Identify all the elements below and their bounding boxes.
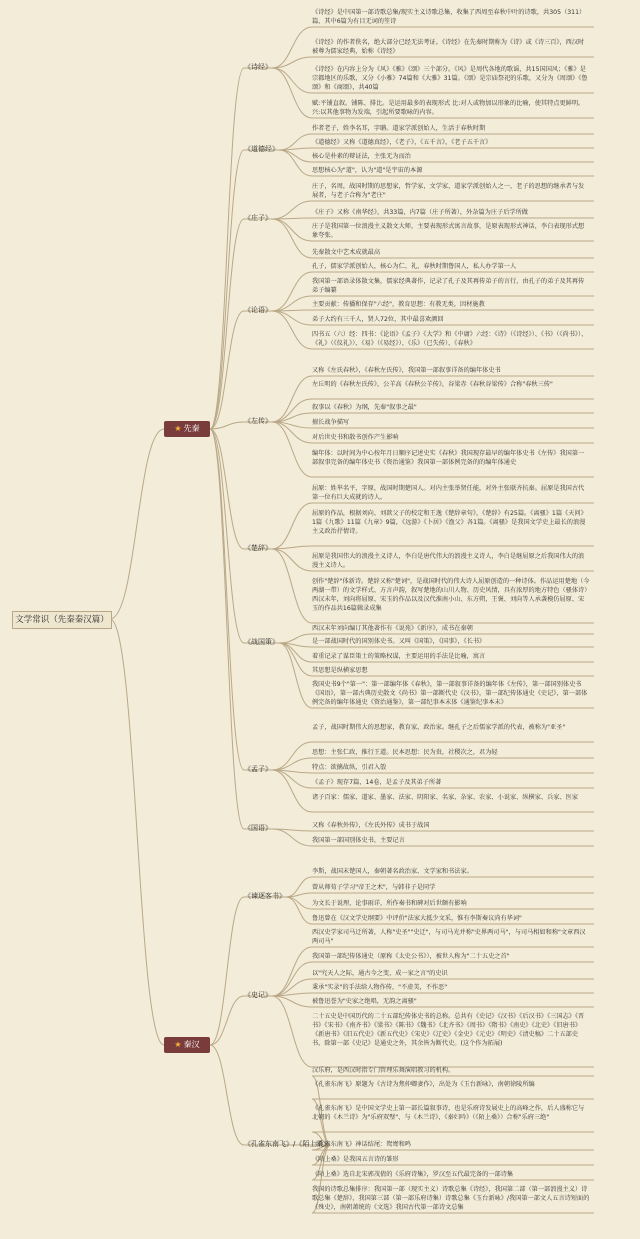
- leaf-text: 《陌上桑》选自北宋郭茂倩的《乐府诗集》，罗汉至五代最完备的一部诗集: [312, 1171, 514, 1178]
- leaf-text: 孔子，儒家学派创始人，核心为仁、礼，春秋时期鲁国人，私人办学第一人: [312, 263, 517, 270]
- leaf-note: [312, 624, 590, 633]
- leaf-note: [312, 99, 590, 117]
- book-leaf-connector: [272, 376, 312, 422]
- leaf-text: 先秦散文中艺术成就最高: [312, 249, 381, 256]
- leaf-text: 屈原是我国伟大的浪漫主义诗人，李白是唐代伟大的浪漫主义诗人，李白是继屈原之后我国伟大的浪漫主义诗人。: [312, 553, 585, 569]
- book-leaf-connector: [279, 150, 312, 176]
- leaf-text: 《道德经》又称《道德真经》，《老子》，《五千言》，《老子五千言》: [312, 139, 492, 146]
- leaf-text: 其思想是纵横家思想: [312, 667, 368, 674]
- book-leaf-connector: [272, 27, 312, 68]
- book-node[interactable]: 《论语》: [244, 306, 272, 314]
- leaf-note: [312, 1185, 590, 1212]
- leaf-text: 四书五（六）经：四书：《论语》《孟子》《大学》和《中庸》六经：《诗》（《诗经》）、《书》（《尚书》）、《礼》（《仪礼》）、《易》（《易经》）、《乐》（已失传）、《春秋》: [312, 331, 588, 347]
- leaf-text: 屈原的作品，根据刘向、刘歆父子的校定和王逸《楚辞章句》，《楚辞》有25篇。《离骚》1篇《天问》1篇《九歌》11篇《九章》9篇，《远游》《卜居》《渔父》各1篇。《离骚》是我国文学史上最长的浪漫主义政治抒情诗。: [312, 510, 587, 535]
- leaf-text: 《诗经》是中国第一部诗歌总集/现实主义诗歌总集，收集了西周至春秋中叶的诗歌，共305（311）篇，其中6篇为有目无词的笙诗: [312, 9, 586, 25]
- leaf-note: [312, 914, 590, 923]
- book-leaf-connector: [272, 758, 312, 770]
- leaf-text: 汉乐府，是西汉时指专门管理乐舞演唱教习的机构。: [312, 1067, 455, 1074]
- leaf-text: 是一部战国时代的国别体史书。又叫《国策》，《国事》，《长书》: [312, 638, 486, 645]
- leaf-text: 庄子是我国第一位浪漫主义散文大师，主要表现形式寓言故事，是原表现形式神话，李白表现形式想象夸张。: [312, 223, 585, 239]
- leaf-text: 以"究天人之际，通古今之变，成一家之言"的史识: [312, 970, 448, 977]
- leaf-text: 弟子大约有三千人，贤人72位，其中最喜欢颜回: [312, 316, 444, 323]
- leaf-text: 又称《左氏春秋》，《春秋左氏传》，我国第一部叙事详备的编年体史书: [312, 367, 501, 374]
- book-node[interactable]: 《谏逐客书》: [244, 892, 286, 900]
- leaf-note: [312, 1012, 590, 1048]
- leaf-text: 创作"楚辞"体新诗。楚辞又称"楚词"，是战国时代的伟大诗人屈原创造的一种诗体。作品运用楚地（今两湖一带）的文学样式、方言声韵，叙写楚地的山川人物、历史风情，具有浓厚的地方特色（骚体诗）西汉末年，刘向将屈原、宋玉的作品以及汉代淮南小山、东方朔、王褒、刘向等人承袭模仿屈原、宋玉的作品共16篇辑录成集: [312, 578, 590, 612]
- leaf-note: [312, 65, 590, 92]
- book-leaf-connector: [272, 399, 312, 422]
- book-leaf-connector: [272, 503, 312, 549]
- leaf-text: 被鲁迅誉为"史家之绝唱，无韵之离骚": [312, 998, 417, 1005]
- root-node[interactable]: [12, 611, 112, 629]
- leaf-note: [312, 1104, 590, 1122]
- leaf-note: [312, 1066, 590, 1075]
- era-book-connector: [210, 429, 244, 770]
- leaf-note: [312, 182, 590, 200]
- star-icon: ★: [174, 1040, 182, 1049]
- leaf-text: 主要贡献：传播和保存"六经"，教育思想：有教无类，因材施教: [312, 301, 485, 308]
- leaf-note: [312, 366, 590, 375]
- era-label: 秦汉: [183, 1040, 200, 1049]
- leaf-text: 孟子，战国时期伟大的思想家，教育家，政治家。继孔子之后儒家学派的代表，被称为"亚圣": [312, 724, 566, 731]
- leaf-note: [312, 1170, 590, 1179]
- leaf-note: [312, 836, 590, 845]
- era-book-connector: [210, 897, 244, 1045]
- book-node[interactable]: 《左传》: [244, 417, 272, 425]
- book-leaf-connector: [272, 201, 312, 219]
- leaf-text: 对后世史书和散书创作产生影响: [312, 434, 399, 441]
- leaf-note: [312, 748, 590, 757]
- leaf-text: 屈原：姓芈名平，字原，战国时期楚国人。对内主张举贤任能，对外主张联齐抗秦。屈原是我国古代第一位有巨大成就的诗人。: [312, 485, 585, 501]
- leaf-note: [312, 277, 590, 295]
- leaf-note: [312, 997, 590, 1006]
- leaf-text: 着重记录了谋臣策士的策略权谋，主要运用的手法是比喻，寓言: [312, 653, 486, 660]
- leaf-note: [312, 928, 590, 946]
- leaf-note: [312, 138, 590, 147]
- leaf-text: 我国史书9个"第一"：第一部编年体《春秋》，第一部叙事详备的编年体《左传》，第一部国别体史书《国语》，第一部古典历史散文《尚书》第一部断代史《汉书》，第一部纪传体通史《史记》，第一部体例完备的编年体通史《资治通鉴》，第一部纪事本末体《通鉴纪事本末》: [312, 681, 588, 706]
- leaf-text: 擅长战争描写: [312, 419, 350, 426]
- era-node-qinhan[interactable]: [164, 1037, 210, 1053]
- leaf-note: [312, 952, 590, 961]
- leaf-text: 曾从师荀子学习"帝王之术"，与韩非子是同学: [312, 884, 436, 891]
- leaf-note: [312, 248, 590, 257]
- leaf-note: [312, 763, 590, 772]
- book-node[interactable]: 《史记》: [244, 991, 272, 999]
- leaf-text: 诸子百家：儒家、道家、墨家、法家、阴阳家、名家、杂家、农家、小说家、纵横家、兵家、医家: [312, 794, 579, 801]
- leaf-text: 庄子，名周，战国时期的思想家，哲学家，文学家，道家学派创始人之一，老子的思想的继承者与发展者，与老子合称为"老庄": [312, 183, 585, 199]
- leaf-note: [312, 208, 590, 217]
- leaf-text: 秉承"实录"的手法给人物作传，"不虚美，不作恶": [312, 984, 448, 991]
- book-leaf-connector: [272, 219, 312, 258]
- leaf-text: 为文长于说理，论事雨详，所作奏书和碑对后世颇有影响: [312, 900, 467, 907]
- leaf-note: [312, 552, 590, 570]
- book-leaf-connector: [272, 742, 312, 770]
- leaf-text: 我国第一部国别体史书，主要记言: [312, 837, 405, 844]
- leaf-text: 《诗经》的作者佚名，绝大部分已经无法考证。《诗经》在先秦时期称为《诗》或《诗三百》，西汉时被尊为儒家经典，始称《诗经》: [312, 39, 585, 55]
- leaf-note: [312, 8, 590, 26]
- leaf-note: [312, 723, 590, 732]
- era-book-connector: [210, 996, 244, 1045]
- leaf-note: [312, 449, 590, 467]
- leaf-text: 作者老子，姓李名耳，字聃。道家学派创始人，生活于春秋时期: [312, 125, 486, 132]
- root-era-connector: [110, 429, 164, 619]
- book-node[interactable]: 《战国策》: [244, 638, 279, 646]
- leaf-text: 又称《春秋外传》，《左氏外传》成书于战国: [312, 822, 430, 829]
- book-leaf-connector: [272, 311, 312, 349]
- book-leaf-connector: [286, 897, 312, 924]
- leaf-note: [312, 315, 590, 324]
- book-node[interactable]: 《孔雀东南飞》/《陌上桑》: [244, 1140, 331, 1148]
- leaf-note: [312, 983, 590, 992]
- leaf-text: 《孟子》现存7篇，14卷，是孟子及其弟子所著: [312, 779, 442, 786]
- leaf-note: [312, 666, 590, 675]
- era-node-xianqin[interactable]: [164, 421, 210, 437]
- leaf-note: [312, 680, 590, 707]
- leaf-text: 《孔雀东南飞》原题为《古诗为焦仲卿妻作》，出处为《玉台新咏》，南朝徐陵所编: [312, 1081, 535, 1088]
- leaf-text: 《孔雀东南飞》是中国文学史上第一部长篇叙事诗，也是乐府诗发展史上的高峰之作，后人盛称它与北朝的《木兰诗》为"乐府双璧"，与《木兰诗》，《秦妇吟》（《陌上桑》）合称"乐府三绝": [312, 1105, 585, 1121]
- book-leaf-connector: [279, 150, 312, 162]
- leaf-note: [312, 778, 590, 787]
- book-leaf-connector: [272, 829, 312, 846]
- leaf-text: 西汉末年刘向编订其他著作有《说苑》《新序》，成书在秦朝: [312, 625, 473, 632]
- era-label: 先秦: [183, 424, 200, 433]
- book-leaf-connector: [272, 68, 312, 93]
- leaf-note: [312, 577, 590, 613]
- leaf-note: [312, 38, 590, 56]
- leaf-text: 我国第一部纪传体通史（原称《太史公书》），被世人称为"二十五史之首": [312, 953, 510, 960]
- book-leaf-connector: [272, 68, 312, 118]
- leaf-text: 思想核心为"道"，认为"道"是宇宙的本源: [312, 167, 423, 174]
- book-leaf-connector: [279, 643, 312, 676]
- leaf-text: 思想：主张仁政，推行王道。民本思想：民为贵，社稷次之，君为轻: [312, 749, 498, 756]
- leaf-note: [312, 1080, 590, 1089]
- leaf-note: [312, 403, 590, 412]
- leaf-text: 李斯，战国末楚国人，秦朝著名政治家、文学家和书法家。: [312, 868, 473, 875]
- leaf-note: [312, 1155, 590, 1164]
- leaf-text: 特点：欲擒故纵，引君入彀: [312, 764, 387, 771]
- book-node[interactable]: 《诗经》: [244, 63, 272, 71]
- book-leaf-connector: [272, 311, 312, 325]
- leaf-text: 我国第一部语录体散文集，儒家经典著作，记录了孔子及其再传弟子的言行，由孔子的弟子及其再传弟子编纂: [312, 278, 585, 294]
- era-book-connector: [210, 1045, 244, 1145]
- leaf-text: 核心是朴素的辩证法，主张无为而治: [312, 153, 411, 160]
- leaf-note: [312, 1140, 590, 1149]
- root-label: 文学常识（先秦秦汉篇）: [15, 615, 109, 625]
- book-leaf-connector: [272, 770, 312, 812]
- leaf-note: [312, 637, 590, 646]
- leaf-note: [312, 484, 590, 502]
- leaf-text: 西汉史学家司马迁所著，人称"史圣""史迁"，与司马光并称"史界两司马"，与司马相如和称"文章西汉两司马": [312, 929, 586, 945]
- leaf-note: [312, 793, 590, 802]
- era-book-connector: [210, 429, 244, 643]
- leaf-text: 二十五史是中国历代的二十五部纪传体史书的总称。总共有《史记》《汉书》《后汉书》《三国志》《晋书》《宋书》《南齐书》《梁书》《陈书》《魏书》《北齐书》《周书》《隋书》《南史》《北史》《旧唐书》《新唐书》《旧五代史》《新五代史》《宋史》《辽史》《金史》《元史》《明史》《清史稿》二十五部史书，除第一部《史记》是通史之外，其余皆为断代史。(这个作为拓展): [312, 1013, 585, 1047]
- leaf-note: [312, 418, 590, 427]
- leaf-text: 编年体：以时间为中心按年月日顺序记述史实《春秋》我国现存最早的编年体史书《左传》我国第一部叙事完备的编年体史书《资治通鉴》我国第一部体例完备的的编年体通史: [312, 450, 585, 466]
- leaf-text: 鲁迅曾在《汉文学史纲要》中评价"法家大抵少文采，惟有李斯奏议尚有华词": [312, 915, 522, 922]
- leaf-note: [312, 867, 590, 876]
- leaf-text: 《诗经》在内容上分为《风》《雅》《颂》三个部分。《风》是周代各地的歌谣，共15国国风；《雅》是宗都地区的乐歌，又分《小雅》74篇和《大雅》31篇。《颂》是宗庙祭祀的乐歌，又分为《周颂》《鲁颂》和《商颂》，共40篇: [312, 66, 588, 91]
- leaf-note: [312, 969, 590, 978]
- book-leaf-connector: [279, 634, 312, 643]
- leaf-note: [312, 883, 590, 892]
- book-node[interactable]: 《道德经》: [244, 145, 279, 153]
- book-leaf-connector: [272, 422, 312, 477]
- book-leaf-connector: [286, 897, 312, 909]
- book-leaf-connector: [272, 296, 312, 311]
- book-leaf-connector: [286, 893, 312, 897]
- leaf-note: [312, 652, 590, 661]
- leaf-note: [312, 152, 590, 161]
- star-icon: ★: [174, 424, 182, 433]
- book-node[interactable]: 《孟子》: [244, 765, 272, 773]
- leaf-note: [312, 433, 590, 442]
- book-node[interactable]: 《庄子》: [244, 214, 272, 222]
- era-book-connector: [210, 68, 244, 429]
- leaf-note: [312, 509, 590, 536]
- era-book-connector: [210, 150, 244, 429]
- leaf-text: 左丘明的《春秋左氏传》，公羊高《春秋公羊传》，谷梁赤《春秋谷梁传》合称"春秋三传": [312, 381, 553, 388]
- leaf-note: [312, 222, 590, 240]
- book-leaf-connector: [272, 947, 312, 996]
- book-leaf-connector: [286, 877, 312, 897]
- leaf-text: 《陌上桑》是我国五言诗的雏形: [312, 1156, 399, 1163]
- leaf-note: [312, 166, 590, 175]
- leaf-note: [312, 821, 590, 830]
- book-leaf-connector: [272, 272, 312, 311]
- root-era-connector: [110, 619, 164, 1045]
- leaf-note: [312, 262, 590, 271]
- leaf-note: [312, 899, 590, 908]
- leaf-text: 叙事以《春秋》为纲，先秦"叙事之最": [312, 404, 417, 411]
- leaf-text: 《庄子》又称《南华经》，共33篇，内7篇（庄子所著），外杂篇为庄子后学所做: [312, 209, 528, 216]
- leaf-note: [312, 380, 590, 389]
- leaf-text: 赋:平铺直叙。铺陈、排比。是运用最多的表现形式 比:对人或物加以形象的比喻，使其特点更鲜明。兴:以其他事物为发端，引起所要歌咏的内容。: [312, 100, 585, 116]
- leaf-note: [312, 124, 590, 133]
- leaf-text: 我国的诗歌总集排序：我国第一部（现实主义）诗歌总集《诗经》，我国第二部（第一部浪漫主义）诗歌总集《楚辞》，我国第三部（第一部乐府诗集）诗歌总集《玉台新咏》/我国第一部文人五言诗短面的《殊史》，南朝萧统的《文选》我国古代第一部诗文总集: [312, 1186, 590, 1211]
- book-node[interactable]: 《国语》: [244, 824, 272, 832]
- book-leaf-connector: [272, 549, 312, 571]
- book-leaf-connector: [272, 962, 312, 996]
- book-leaf-connector: [272, 996, 312, 1007]
- leaf-note: [312, 300, 590, 309]
- leaf-text: 《孔雀东南飞》神话结尾：鸳鸯和鸣: [312, 1141, 411, 1148]
- leaf-note: [312, 330, 590, 348]
- book-node[interactable]: 《楚辞》: [244, 544, 272, 552]
